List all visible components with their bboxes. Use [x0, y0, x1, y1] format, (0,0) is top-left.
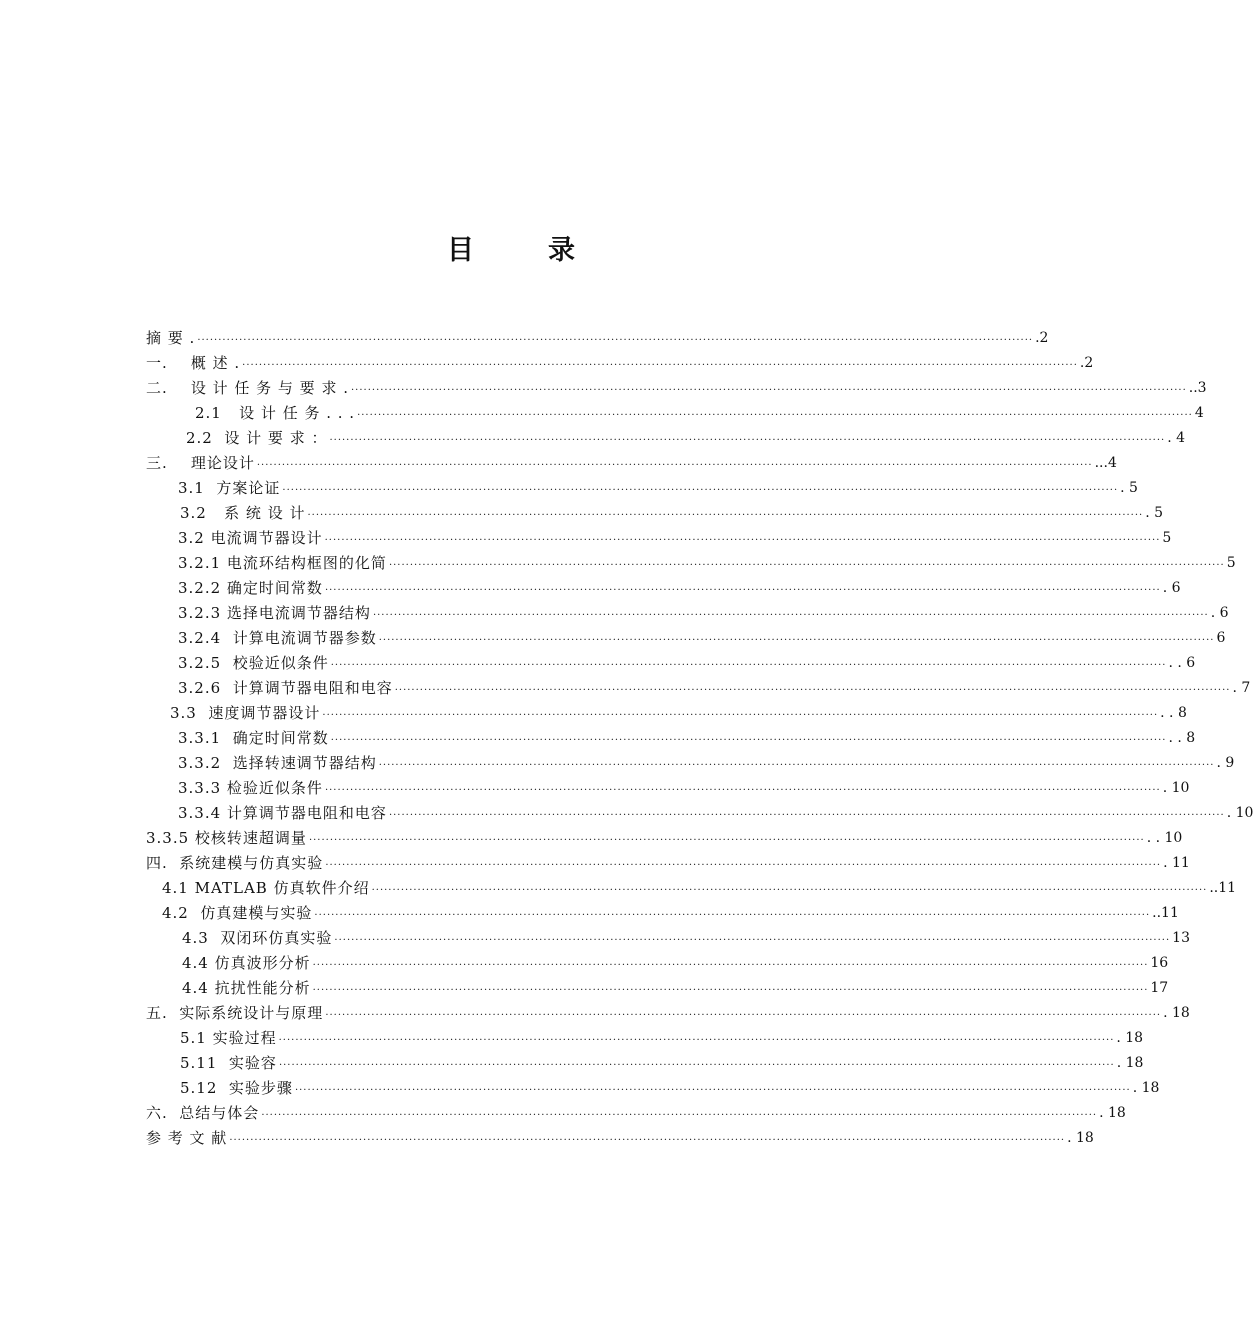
toc-entry-leader: ········································································································································································································ [324, 535, 1161, 546]
toc-entry-label: 3.3.1 确定时间常数 [178, 729, 329, 747]
toc-entry-page-number: . 18 [1163, 1005, 1190, 1021]
toc-entry-label: 摘 要 . [146, 329, 196, 347]
toc-entry[interactable] [178, 749, 1235, 773]
toc-entry-label: 3.2.6 计算调节器电阻和电容 [178, 679, 393, 697]
toc-entry-page-number: . 11 [1163, 855, 1190, 871]
toc-entry-leader: ········································································································································································································ [324, 785, 1161, 796]
toc-entry-page-number: . 9 [1216, 755, 1235, 771]
toc-entry[interactable] [146, 999, 1190, 1023]
toc-entry-leader: ········································································································································································································ [371, 885, 1208, 896]
toc-entry-leader: ········································································································································································································ [378, 760, 1215, 771]
toc-entry-page-number: 16 [1150, 955, 1169, 971]
toc-entry-page-number: 17 [1150, 980, 1169, 996]
toc-entry[interactable] [186, 424, 1186, 448]
toc-entry-leader: ········································································································································································································ [294, 1085, 1131, 1096]
toc-entry-page-number: . 18 [1116, 1055, 1144, 1071]
toc-entry-label: 3.3 速度调节器设计 [170, 704, 321, 722]
toc-entry[interactable] [146, 1124, 1094, 1148]
toc-entry-page-number: . 7 [1232, 680, 1251, 696]
toc-entry-label: 3.1 方案论证 [178, 479, 281, 497]
toc-entry-label: 三. 理论设计 [146, 454, 255, 472]
toc-entry-page-number: 5 [1162, 530, 1172, 546]
toc-entry-page-number: ...4 [1094, 455, 1117, 471]
toc-entry-leader: ········································································································································································································ [378, 635, 1215, 646]
toc-entry-label: 4.3 双闭环仿真实验 [182, 929, 333, 947]
toc-entry-leader: ········································································································································································································ [242, 360, 1078, 371]
toc-entry-leader: ········································································································································································································ [394, 685, 1231, 696]
toc-entry[interactable] [182, 949, 1169, 973]
toc-entry[interactable] [146, 824, 1183, 848]
toc-entry-label: 参 考 文 献 [146, 1129, 228, 1147]
toc-entry[interactable] [180, 1024, 1144, 1048]
toc-entry-leader: ········································································································································································································ [324, 585, 1161, 596]
toc-entry[interactable] [146, 349, 1094, 373]
toc-entry[interactable] [146, 449, 1117, 473]
toc-entry-page-number: . 6 [1210, 605, 1229, 621]
toc-entry[interactable] [170, 699, 1187, 723]
toc-entry-leader: ········································································································································································································ [278, 1060, 1115, 1071]
toc-entry[interactable] [195, 399, 1204, 423]
toc-entry[interactable] [178, 724, 1196, 748]
toc-entry[interactable] [178, 599, 1229, 623]
toc-entry-leader: ········································································································································································································ [282, 485, 1119, 496]
toc-entry-leader: ········································································································································································································ [308, 835, 1145, 846]
toc-entry[interactable] [180, 1074, 1160, 1098]
toc-entry[interactable] [178, 474, 1138, 498]
toc-entry[interactable] [180, 1049, 1144, 1073]
toc-entry-page-number: 13 [1172, 930, 1190, 946]
toc-entry-page-number: 4 [1194, 405, 1204, 421]
toc-entry-leader: ········································································································································································································ [329, 435, 1166, 446]
toc-entry-page-number: .2 [1035, 330, 1049, 346]
toc-entry-label: 3.2.5 校验近似条件 [178, 654, 329, 672]
toc-entry-label: 3.3.5 校核转速超调量 [146, 829, 307, 847]
toc-entry[interactable] [182, 924, 1190, 948]
toc-entry[interactable] [178, 524, 1172, 548]
toc-entry-page-number: . 18 [1067, 1130, 1094, 1146]
toc-entry-label: 3.2.1 电流环结构框图的化简 [178, 554, 387, 572]
toc-entry[interactable] [178, 649, 1196, 673]
toc-entry-page-number: . . 10 [1146, 830, 1183, 846]
toc-entry-page-number: . 18 [1132, 1080, 1160, 1096]
toc-entry-label: 3.2.4 计算电流调节器参数 [178, 629, 377, 647]
toc-entry[interactable] [162, 874, 1237, 898]
toc-entry-label: 4.4 仿真波形分析 [182, 954, 311, 972]
toc-entry-label: 五. 实际系统设计与原理 [146, 1004, 324, 1022]
toc-entry[interactable] [162, 899, 1179, 923]
toc-entry-label: 4.4 抗扰性能分析 [182, 979, 311, 997]
toc-entry-label: 四. 系统建模与仿真实验 [146, 854, 324, 872]
toc-entry-label: 3.2 系 统 设 计 [180, 504, 306, 522]
toc-entry-page-number: ..11 [1209, 880, 1237, 896]
toc-entry[interactable] [178, 674, 1251, 698]
toc-entry-leader: ········································································································································································································ [261, 1110, 1098, 1121]
toc-entry[interactable] [146, 324, 1049, 348]
toc-entry-label: 2.1 设 计 任 务 . . . [195, 404, 356, 422]
toc-entry-label: 二. 设 计 任 务 与 要 求 . [146, 379, 349, 397]
toc-entry-page-number: . . 8 [1160, 705, 1187, 721]
toc-entry-label: 5.11 实验容 [180, 1054, 277, 1072]
toc-entry-leader: ········································································································································································································ [229, 1135, 1066, 1146]
toc-entry-leader: ········································································································································································································ [357, 410, 1193, 421]
toc-entry-page-number: . 10 [1226, 805, 1253, 821]
toc-entry-page-number: . . 8 [1168, 730, 1196, 746]
toc-entry-leader: ········································································································································································································ [307, 510, 1144, 521]
toc-entry-label: 3.2 电流调节器设计 [178, 529, 323, 547]
toc-entry-leader: ········································································································································································································ [312, 960, 1149, 971]
toc-entry-leader: ········································································································································································································ [314, 910, 1151, 921]
toc-entry-leader: ········································································································································································································ [351, 385, 1187, 396]
toc-entry-page-number: . 5 [1145, 505, 1164, 521]
toc-entry-label: 4.2 仿真建模与实验 [162, 904, 313, 922]
toc-entry-label: 2.2 设 计 要 求 ： [186, 429, 328, 447]
toc-entry-label: 4.1 MATLAB 仿真软件介绍 [162, 879, 370, 897]
toc-entry-label: 3.2.2 确定时间常数 [178, 579, 323, 597]
toc-entry[interactable] [180, 499, 1164, 523]
toc-entry-page-number: . 4 [1167, 430, 1186, 446]
toc-entry-leader: ········································································································································································································ [197, 335, 1034, 346]
toc-entry-label: 3.3.2 选择转速调节器结构 [178, 754, 377, 772]
toc-entry-leader: ········································································································································································································ [312, 985, 1149, 996]
toc-entry-page-number: . 6 [1162, 580, 1181, 596]
toc-entry[interactable] [178, 549, 1236, 573]
toc-entry-page-number: .2 [1079, 355, 1094, 371]
toc-entry-leader: ········································································································································································································ [256, 460, 1093, 471]
toc-entry[interactable] [178, 574, 1181, 598]
toc-title [0, 228, 950, 268]
toc-entry-label: 3.2.3 选择电流调节器结构 [178, 604, 371, 622]
toc-entry-page-number: 6 [1216, 630, 1226, 646]
toc-entry-leader: ········································································································································································································ [278, 1035, 1115, 1046]
toc-entry-leader: ········································································································································································································ [330, 735, 1167, 746]
toc-entry-leader: ········································································································································································································ [330, 660, 1167, 671]
toc-entry-label: 一. 概 述 . [146, 354, 241, 372]
toc-entry[interactable] [146, 374, 1207, 398]
toc-entry-page-number: . 10 [1162, 780, 1190, 796]
toc-title-char-1: 目 [447, 235, 474, 266]
toc-entry-leader: ········································································································································································································ [322, 710, 1159, 721]
toc-entry[interactable] [146, 1099, 1126, 1123]
toc-entry-leader: ········································································································································································································ [325, 860, 1162, 871]
toc-entry[interactable] [178, 799, 1253, 823]
toc-entry-label: 3.3.4 计算调节器电阻和电容 [178, 804, 387, 822]
toc-entry-page-number: 5 [1226, 555, 1236, 571]
toc-entry[interactable] [178, 624, 1226, 648]
toc-entry-page-number: ..3 [1188, 380, 1207, 396]
toc-entry-page-number: . 18 [1099, 1105, 1126, 1121]
toc-entry-label: 六. 总结与体会 [146, 1104, 260, 1122]
toc-entry-label: 5.12 实验步骤 [180, 1079, 293, 1097]
toc-entry-leader: ········································································································································································································ [372, 610, 1209, 621]
toc-entry-page-number: . 18 [1116, 1030, 1144, 1046]
toc-entry-page-number: . 5 [1120, 480, 1138, 496]
toc-entry-leader: ········································································································································································································ [388, 810, 1225, 821]
toc-entry-label: 5.1 实验过程 [180, 1029, 277, 1047]
toc-entry-page-number: ..11 [1152, 905, 1179, 921]
toc-title-char-2: 录 [548, 235, 575, 266]
toc-entry[interactable] [146, 849, 1190, 873]
toc-entry-leader: ········································································································································································································ [388, 560, 1225, 571]
toc-entry-label: 3.3.3 检验近似条件 [178, 779, 323, 797]
toc-entry-leader: ········································································································································································································ [334, 935, 1171, 946]
toc-entry-page-number: . . 6 [1168, 655, 1196, 671]
toc-entry[interactable] [178, 774, 1190, 798]
toc-entry-leader: ········································································································································································································ [325, 1010, 1162, 1021]
toc-entry[interactable] [182, 974, 1169, 998]
